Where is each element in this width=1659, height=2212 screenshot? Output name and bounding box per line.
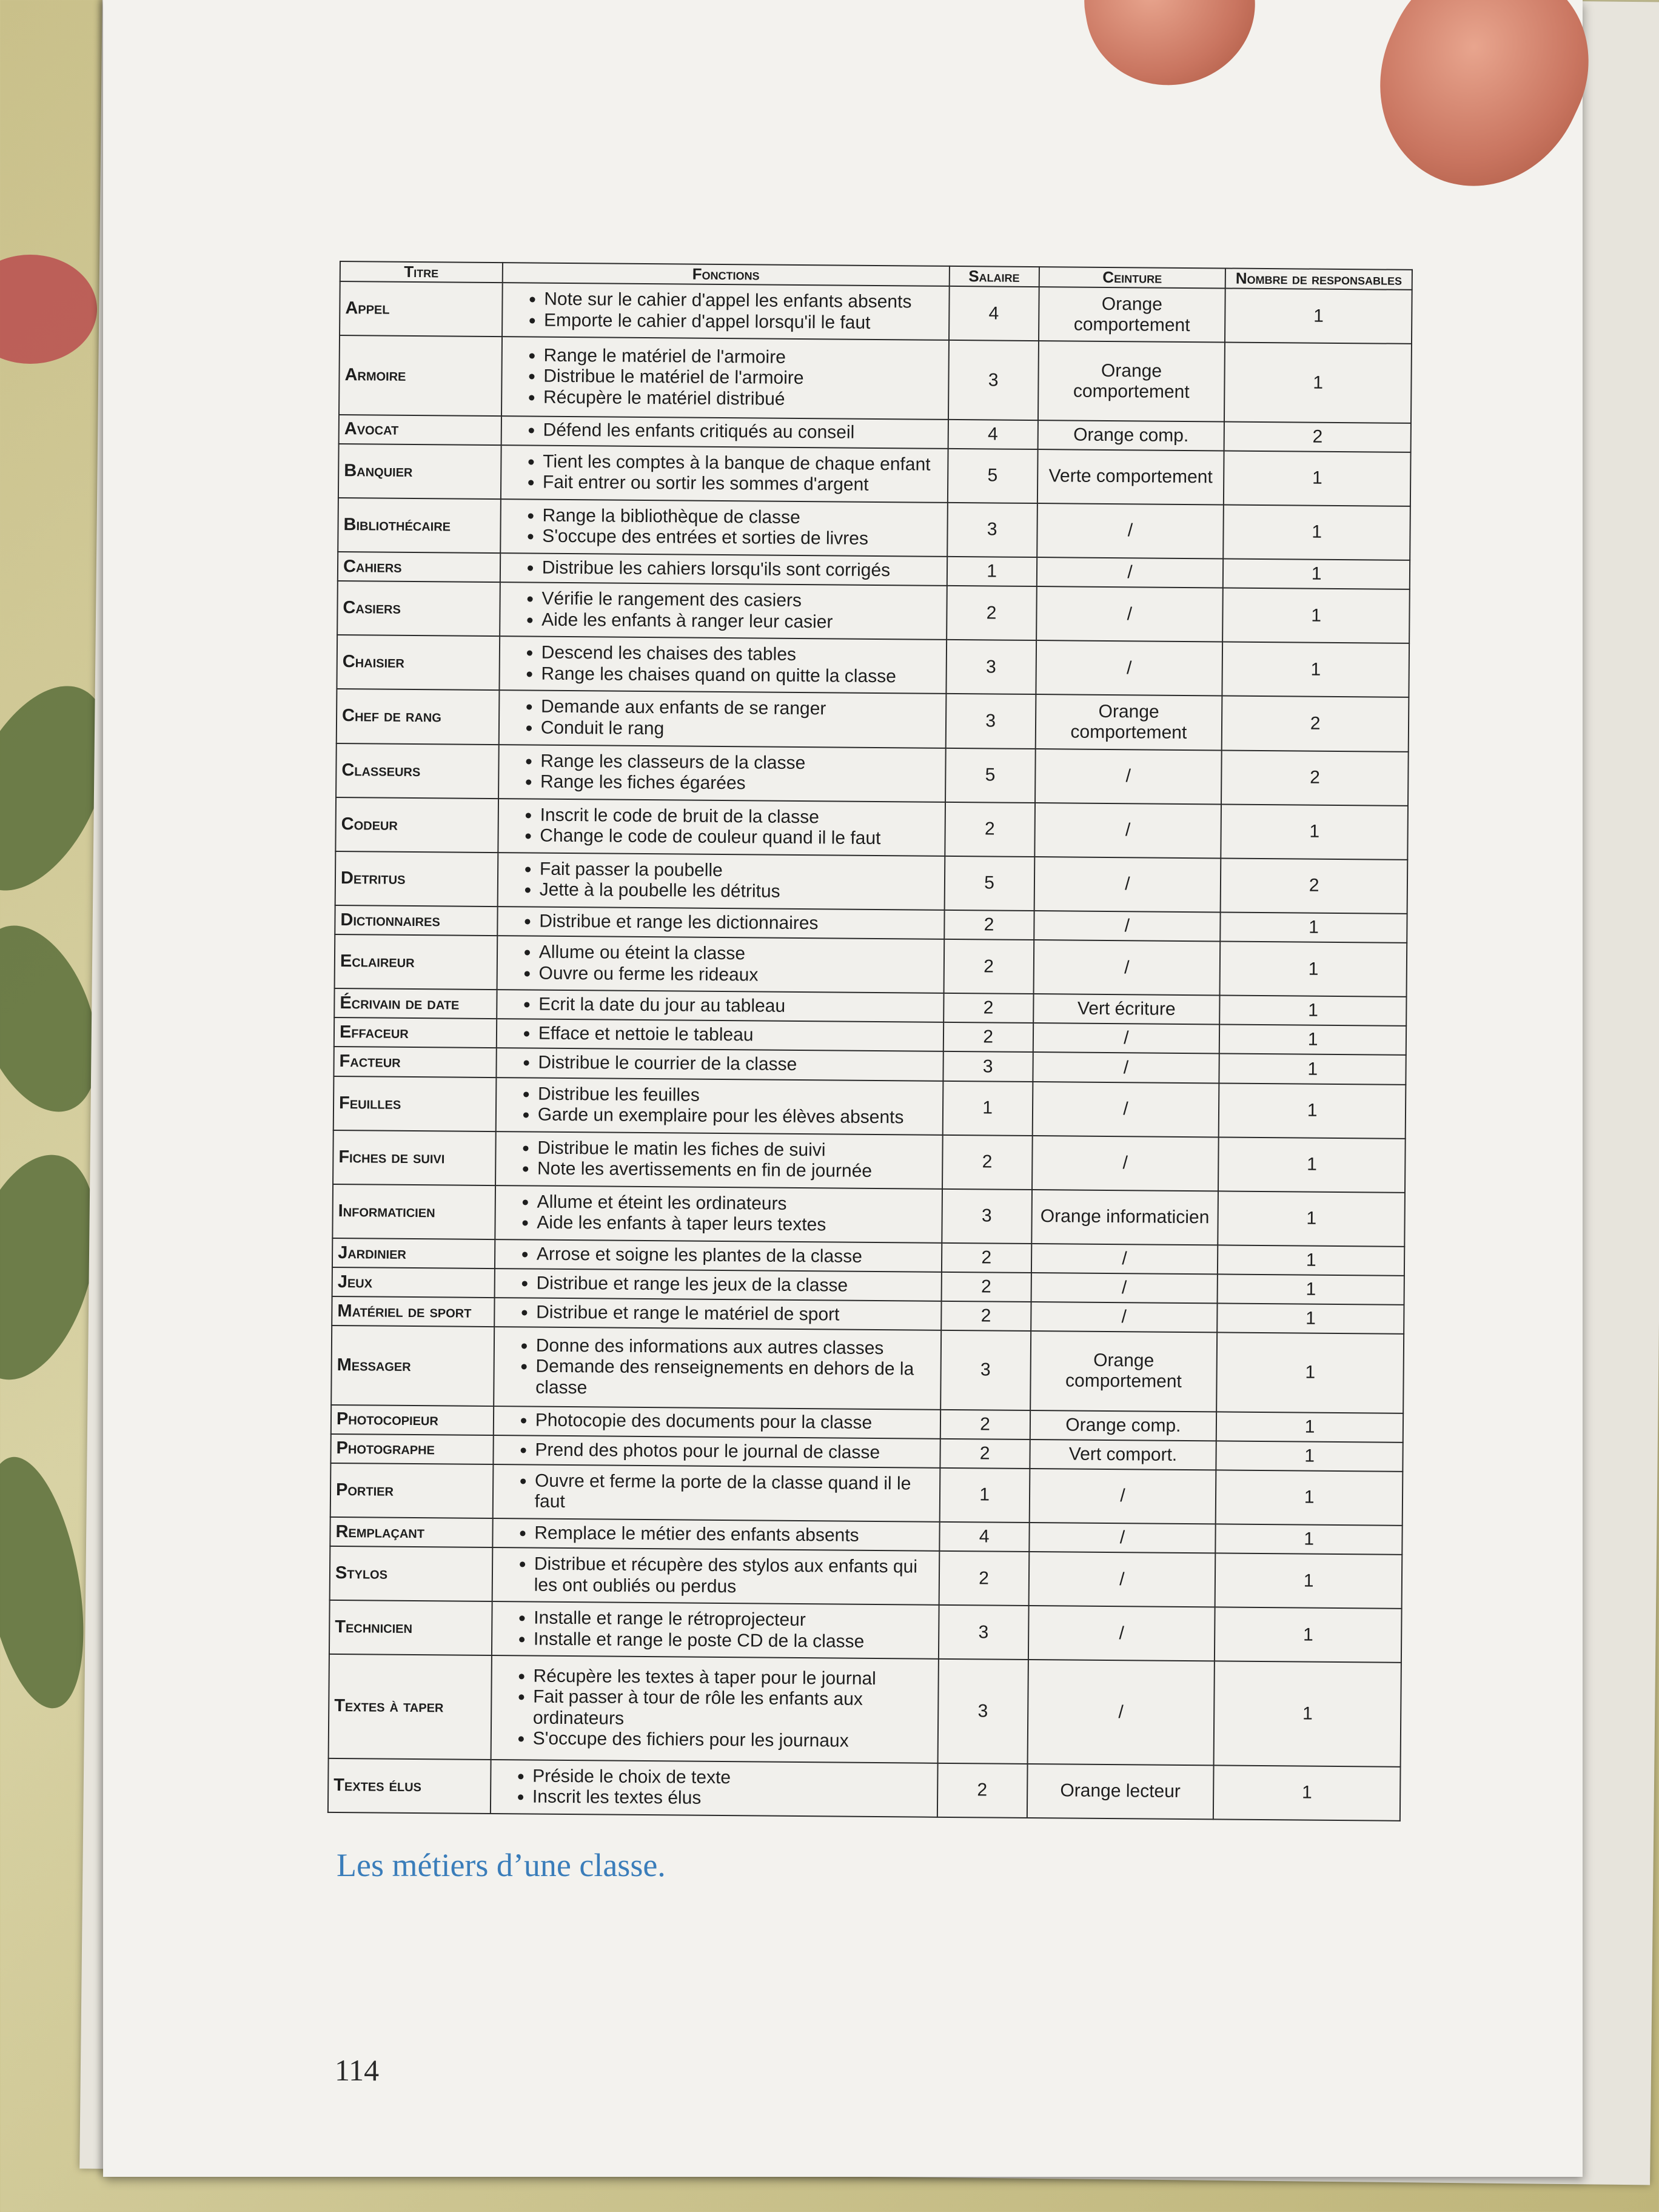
job-title: Technicien xyxy=(329,1600,492,1655)
job-title: Fiches de suivi xyxy=(333,1130,496,1185)
job-salary: 2 xyxy=(937,1763,1028,1818)
job-functions xyxy=(498,745,946,802)
functions-list xyxy=(501,1052,937,1076)
functions-list xyxy=(501,1084,937,1129)
job-count: 1 xyxy=(1217,1304,1404,1335)
job-functions xyxy=(496,1078,943,1135)
job-count: 1 xyxy=(1221,804,1408,860)
header-ceinture: Ceinture xyxy=(1039,267,1225,289)
job-title: Dictionnaires xyxy=(335,905,497,936)
header-fonctions: Fonctions xyxy=(503,263,950,286)
job-count: 1 xyxy=(1213,1765,1400,1821)
job-belt: Vert comport. xyxy=(1030,1439,1216,1470)
job-salary: 3 xyxy=(947,503,1037,557)
functions-list xyxy=(504,751,940,796)
table-row xyxy=(335,934,1407,997)
functions-list xyxy=(497,1666,933,1753)
job-salary: 1 xyxy=(947,557,1037,586)
functions-list xyxy=(502,1023,938,1047)
job-count: 1 xyxy=(1221,912,1407,943)
function-item: • Installe et range le poste CD de la classe xyxy=(534,1629,933,1653)
page-number: 114 xyxy=(335,2053,380,2087)
functions-list xyxy=(500,1273,936,1297)
function-item: • Distribue les cahiers lorsqu'ils sont corrigés xyxy=(542,557,942,581)
job-functions xyxy=(494,1327,941,1409)
job-functions xyxy=(491,1760,938,1817)
table-body xyxy=(328,281,1412,1821)
function-item: • Distribue le matériel de l'armoire xyxy=(543,366,943,390)
functions-list xyxy=(506,505,942,551)
job-salary: 3 xyxy=(940,1330,1031,1410)
job-functions xyxy=(492,1518,939,1551)
job-salary: 2 xyxy=(943,939,1034,994)
job-belt: Orange informaticien xyxy=(1031,1190,1218,1245)
job-belt: / xyxy=(1029,1523,1216,1553)
job-count: 1 xyxy=(1216,1441,1403,1472)
job-salary: 4 xyxy=(949,286,1039,341)
job-count: 1 xyxy=(1219,1054,1406,1085)
function-item: • Fait entrer ou sortir les sommes d'argent xyxy=(543,472,942,497)
job-belt: / xyxy=(1028,1606,1215,1661)
job-belt: / xyxy=(1033,940,1220,996)
function-item: • Range les chaises quand on quitte la classe xyxy=(541,663,940,688)
job-title: Textes à taper xyxy=(329,1654,492,1759)
job-title: Effaceur xyxy=(334,1017,497,1048)
job-title: Matériel de sport xyxy=(332,1296,494,1327)
job-belt: / xyxy=(1037,503,1224,559)
job-functions xyxy=(502,283,950,340)
job-belt: / xyxy=(1033,1053,1219,1084)
functions-list xyxy=(497,1607,933,1653)
function-item: • Fait passer à tour de rôle les enfants aux ordinateurs xyxy=(533,1687,933,1732)
function-item: • Range les fiches égarées xyxy=(540,772,940,796)
job-salary: 3 xyxy=(943,1051,1033,1081)
figure-caption: Les métiers d’une classe. xyxy=(337,1847,666,1883)
function-item: • Aide les enfants à taper leurs textes xyxy=(537,1213,936,1237)
job-functions xyxy=(497,1019,943,1051)
job-title: Facteur xyxy=(333,1047,496,1077)
function-item: • S'occupe des fichiers pour les journaux xyxy=(533,1729,933,1753)
job-salary: 3 xyxy=(945,694,1036,748)
function-item: • Distribue et range les jeux de la classe xyxy=(536,1273,936,1298)
functions-list xyxy=(500,1244,936,1268)
header-titre: Titre xyxy=(340,261,503,283)
functions-list xyxy=(498,1470,934,1516)
function-item: • Change le code de couleur quand il le faut xyxy=(540,826,939,850)
job-title: Armoire xyxy=(339,335,502,415)
job-count: 1 xyxy=(1214,1661,1401,1767)
job-functions xyxy=(493,1435,940,1468)
functions-list xyxy=(504,697,940,742)
function-item: • Arrose et soigne les plantes de la classe xyxy=(537,1244,936,1268)
function-item: • Garde un exemplaire pour les élèves absents xyxy=(538,1105,937,1129)
job-functions xyxy=(497,853,945,910)
job-belt: Orange comp. xyxy=(1037,420,1224,451)
job-belt: Vert écriture xyxy=(1033,994,1220,1025)
job-title: Bibliothécaire xyxy=(338,498,501,553)
job-belt: / xyxy=(1034,911,1221,942)
job-title: Chef de rang xyxy=(337,689,500,744)
job-functions xyxy=(493,1464,940,1522)
job-salary: 2 xyxy=(940,1409,1030,1439)
function-item: • Conduit le rang xyxy=(541,718,940,742)
table-row xyxy=(340,281,1412,344)
job-title: Eclaireur xyxy=(335,934,498,990)
table-row xyxy=(330,1463,1403,1526)
job-belt: / xyxy=(1035,749,1222,805)
job-belt: / xyxy=(1031,1244,1218,1275)
function-item: • Aide les enfants à ranger leur casier xyxy=(541,609,941,634)
job-salary: 2 xyxy=(944,910,1034,940)
job-belt: Orange comportement xyxy=(1035,694,1222,750)
job-salary: 5 xyxy=(948,449,1038,503)
function-item: • Distribue et récupère des stylos aux enfants qui les ont oubliés ou perdus xyxy=(534,1554,934,1599)
job-belt: / xyxy=(1036,557,1223,588)
job-salary: 2 xyxy=(941,1301,1031,1331)
job-title: Remplaçant xyxy=(330,1517,492,1547)
table-row xyxy=(333,1130,1406,1193)
function-item: • Récupère les textes à taper pour le journal xyxy=(533,1666,933,1691)
job-title: Avocat xyxy=(339,415,501,445)
function-item: • Distribue le courrier de la classe xyxy=(538,1053,937,1077)
function-item: • Range les classeurs de la classe xyxy=(540,751,940,775)
function-item: • Donne des informations aux autres classes xyxy=(536,1335,936,1359)
job-belt: / xyxy=(1031,1302,1218,1333)
table-row xyxy=(331,1326,1404,1413)
job-belt: / xyxy=(1032,1136,1219,1191)
job-salary: 2 xyxy=(940,1439,1030,1469)
job-count: 1 xyxy=(1224,343,1412,423)
job-count: 1 xyxy=(1220,942,1407,997)
job-title: Écrivain de date xyxy=(334,988,497,1019)
job-count: 1 xyxy=(1219,996,1406,1027)
function-item: • S'occupe des entrées et sorties de livres xyxy=(542,526,942,551)
job-belt: Verte comportement xyxy=(1037,449,1224,505)
job-title: Appel xyxy=(340,281,503,337)
job-salary: 3 xyxy=(937,1659,1028,1763)
job-count: 1 xyxy=(1223,558,1410,589)
job-salary: 2 xyxy=(943,1022,1033,1052)
function-item: • Distribue les feuilles xyxy=(538,1084,937,1108)
function-item: • Descend les chaises des tables xyxy=(541,643,941,667)
flower-decoration xyxy=(0,255,97,364)
job-functions xyxy=(501,445,948,503)
job-belt: / xyxy=(1029,1469,1216,1524)
job-title: Codeur xyxy=(335,797,498,853)
table-row xyxy=(338,444,1411,506)
job-belt: / xyxy=(1036,586,1223,642)
job-count: 2 xyxy=(1224,421,1411,452)
function-item: • Ouvre ou ferme les rideaux xyxy=(538,963,938,987)
job-count: 1 xyxy=(1222,642,1409,698)
function-item: • Demande des renseignements en dehors de la classe xyxy=(535,1356,935,1401)
job-title: Informaticien xyxy=(332,1184,495,1239)
table-row xyxy=(329,1654,1401,1766)
job-title: Textes élus xyxy=(328,1758,491,1814)
function-item: • Allume et éteint les ordinateurs xyxy=(537,1192,936,1216)
table-row xyxy=(329,1600,1402,1663)
functions-list xyxy=(499,1410,935,1434)
job-belt: / xyxy=(1033,1023,1219,1054)
function-item: • Tient les comptes à la banque de chaque enfant xyxy=(543,451,942,475)
functions-list xyxy=(502,942,938,987)
functions-list xyxy=(500,1302,936,1326)
job-count: 1 xyxy=(1223,504,1410,560)
job-title: Classeurs xyxy=(336,743,499,799)
job-functions xyxy=(497,907,944,939)
functions-list xyxy=(500,1191,936,1237)
job-salary: 3 xyxy=(948,340,1039,420)
job-count: 1 xyxy=(1218,1137,1405,1193)
job-salary: 3 xyxy=(946,640,1036,694)
function-item: • Défend les enfants critiqués au conseil xyxy=(543,420,942,444)
job-title: Stylos xyxy=(330,1546,493,1601)
job-title: Banquier xyxy=(338,444,501,499)
functions-list xyxy=(503,859,939,904)
job-salary: 1 xyxy=(942,1081,1033,1135)
header-salaire: Salaire xyxy=(949,266,1039,287)
job-count: 1 xyxy=(1216,1524,1403,1555)
job-belt: Orange lecteur xyxy=(1027,1763,1213,1819)
job-belt: / xyxy=(1036,640,1222,696)
job-belt: Orange comportement xyxy=(1030,1331,1218,1412)
job-title: Jeux xyxy=(332,1267,495,1298)
job-functions xyxy=(497,990,943,1022)
job-functions xyxy=(499,636,947,694)
job-functions xyxy=(497,936,944,993)
job-functions xyxy=(494,1269,941,1301)
function-item: • Note les avertissements en fin de journée xyxy=(537,1159,937,1183)
function-item: • Demande aux enfants de se ranger xyxy=(541,697,940,721)
job-count: 1 xyxy=(1216,1412,1403,1443)
functions-list xyxy=(508,289,943,335)
functions-list xyxy=(507,345,943,411)
table-row xyxy=(337,581,1410,643)
function-item: • Note sur le cahier d'appel les enfants absents xyxy=(544,289,943,313)
job-functions xyxy=(495,1185,942,1243)
job-count: 1 xyxy=(1218,1275,1404,1305)
function-item: • Ecrit la date du jour au tableau xyxy=(538,994,938,1019)
job-functions xyxy=(492,1601,939,1659)
job-salary: 2 xyxy=(942,1243,1031,1273)
job-title: Jardinier xyxy=(332,1238,495,1269)
job-count: 1 xyxy=(1219,1083,1406,1139)
functions-list xyxy=(502,994,938,1018)
function-item: • Distribue et range les dictionnaires xyxy=(539,911,939,935)
functions-list xyxy=(496,1766,932,1811)
job-title: Cahiers xyxy=(338,552,500,582)
job-salary: 4 xyxy=(948,419,1037,449)
job-title: Photographe xyxy=(330,1434,493,1464)
functions-list xyxy=(504,642,940,688)
function-item: • Range le matériel de l'armoire xyxy=(543,345,943,369)
job-salary: 3 xyxy=(942,1189,1032,1244)
job-functions xyxy=(501,416,948,449)
table-row xyxy=(337,635,1409,697)
job-belt: / xyxy=(1027,1660,1215,1765)
functions-list xyxy=(503,911,939,935)
function-item: • Remplace le métier des enfants absents xyxy=(534,1523,934,1547)
job-count: 2 xyxy=(1221,750,1408,806)
job-functions xyxy=(496,1048,943,1081)
functions-list xyxy=(506,451,942,497)
functions-list xyxy=(498,1553,934,1599)
job-title: Feuilles xyxy=(333,1076,497,1131)
function-item: • Photocopie des documents pour la classe xyxy=(535,1410,935,1435)
function-item: • Jette à la poubelle les détritus xyxy=(540,880,939,904)
function-item: • Fait passer la poubelle xyxy=(540,859,939,883)
job-functions xyxy=(500,499,948,557)
job-count: 2 xyxy=(1222,696,1409,752)
job-belt: Orange comportement xyxy=(1039,287,1225,343)
job-belt: / xyxy=(1028,1552,1215,1607)
function-item: • Vérifie le rangement des casiers xyxy=(541,589,941,613)
job-salary: 2 xyxy=(939,1551,1029,1606)
job-salary: 2 xyxy=(942,1135,1033,1190)
table-row xyxy=(337,689,1409,751)
job-functions xyxy=(500,582,947,640)
table-row xyxy=(338,498,1410,560)
job-salary: 2 xyxy=(945,802,1035,857)
job-belt: / xyxy=(1031,1273,1218,1304)
job-functions xyxy=(495,1131,943,1189)
job-functions xyxy=(494,1406,940,1439)
functions-list xyxy=(499,1335,936,1401)
jobs-table xyxy=(327,261,1413,1822)
job-salary: 3 xyxy=(939,1605,1029,1660)
function-item: • Distribue et range le matériel de sport xyxy=(536,1302,936,1327)
job-count: 1 xyxy=(1224,451,1410,506)
job-belt: Orange comp. xyxy=(1030,1410,1216,1441)
job-count: 1 xyxy=(1219,1025,1406,1056)
table-row xyxy=(332,1184,1405,1247)
job-title: Chaisier xyxy=(337,635,500,690)
job-salary: 4 xyxy=(939,1522,1029,1552)
job-count: 1 xyxy=(1216,1470,1403,1526)
job-count: 1 xyxy=(1222,588,1409,644)
function-item: • Ouvre et ferme la porte de la classe quand il le faut xyxy=(535,1470,934,1515)
table-row xyxy=(336,743,1409,806)
job-functions xyxy=(501,337,949,420)
job-functions xyxy=(495,1239,942,1272)
job-title: Portier xyxy=(330,1463,494,1518)
function-item: • Allume ou éteint la classe xyxy=(539,942,939,967)
job-belt: / xyxy=(1032,1082,1219,1138)
functions-list xyxy=(498,1439,934,1464)
function-item: • Inscrit le code de bruit de la classe xyxy=(540,805,940,829)
job-functions xyxy=(500,553,947,586)
job-count: 1 xyxy=(1215,1553,1402,1609)
job-count: 1 xyxy=(1218,1191,1405,1247)
table-row xyxy=(335,851,1408,914)
functions-list xyxy=(506,557,942,581)
function-item: • Range la bibliothèque de classe xyxy=(542,506,942,530)
job-count: 1 xyxy=(1218,1245,1404,1276)
job-count: 1 xyxy=(1215,1607,1401,1663)
function-item: • Distribue le matin les fiches de suivi xyxy=(537,1138,937,1162)
job-belt: / xyxy=(1034,857,1221,913)
job-count: 1 xyxy=(1225,289,1412,344)
job-salary: 2 xyxy=(947,586,1037,640)
job-salary: 5 xyxy=(945,748,1036,802)
job-belt: / xyxy=(1034,803,1221,859)
job-title: Messager xyxy=(331,1326,494,1406)
job-belt: Orange comportement xyxy=(1038,341,1225,421)
job-functions xyxy=(498,799,945,856)
functions-list xyxy=(503,805,939,850)
job-functions xyxy=(491,1655,938,1763)
function-item: • Installe et range le rétroprojecteur xyxy=(534,1608,933,1632)
functions-list xyxy=(505,588,941,634)
job-functions xyxy=(492,1547,939,1605)
job-title: Casiers xyxy=(337,581,500,636)
functions-list xyxy=(501,1138,937,1183)
table-row xyxy=(328,1758,1401,1820)
job-salary: 1 xyxy=(939,1468,1030,1523)
header-nombre: Nombre de responsables xyxy=(1225,268,1412,290)
job-salary: 5 xyxy=(944,856,1034,911)
job-salary: 2 xyxy=(941,1272,1031,1302)
function-item: • Efface et nettoie le tableau xyxy=(538,1024,938,1048)
functions-list xyxy=(506,420,942,444)
job-count: 1 xyxy=(1216,1333,1404,1413)
job-title: Detritus xyxy=(335,851,498,907)
job-functions xyxy=(494,1298,941,1330)
table-row xyxy=(335,797,1408,860)
table-row xyxy=(333,1076,1406,1139)
job-count: 2 xyxy=(1221,858,1407,914)
table-row xyxy=(330,1546,1403,1609)
table-row xyxy=(339,335,1412,423)
function-item: • Récupère le matériel distribué xyxy=(543,387,943,411)
function-item: • Emporte le cahier d'appel lorsqu'il le faut xyxy=(544,310,943,335)
job-title: Photocopieur xyxy=(331,1405,494,1435)
function-item: • Prend des photos pour le journal de classe xyxy=(535,1439,934,1464)
functions-list xyxy=(498,1523,934,1547)
function-item: • Préside le choix de texte xyxy=(532,1766,932,1790)
job-salary: 2 xyxy=(943,993,1033,1023)
function-item: • Inscrit les textes élus xyxy=(532,1787,932,1811)
job-functions xyxy=(499,690,947,748)
